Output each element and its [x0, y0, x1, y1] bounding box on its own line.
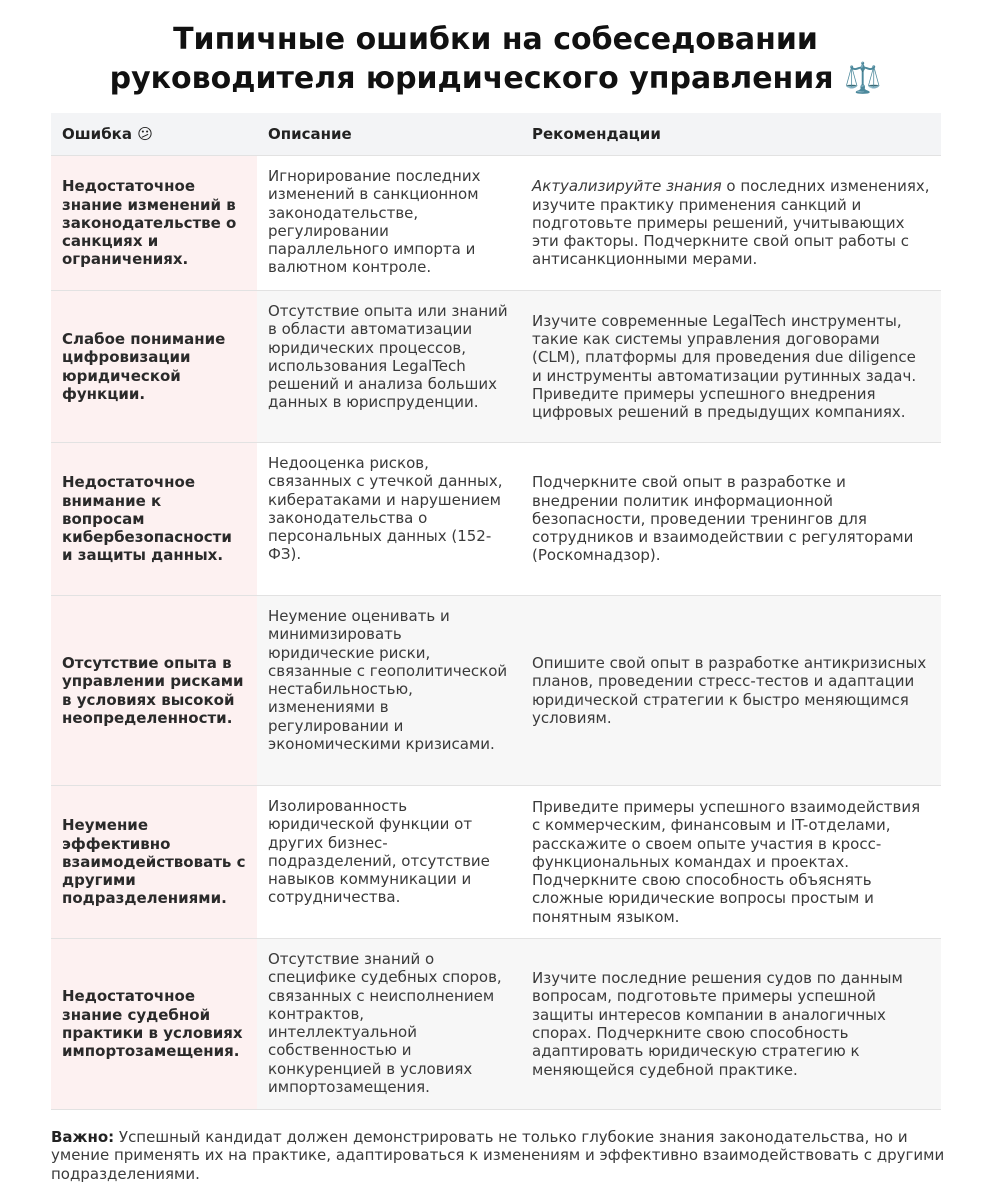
row-recommendation: Изучите современные LegalTech инструменты, такие как системы управления договорами (CLM), платформы для проведения due diligence и инструменты автоматизации рутинных задач. Приведите примеры успешного внедрения цифровых решений в предыдущих компаниях. — [521, 291, 941, 443]
header-description: Описание — [257, 113, 521, 156]
row-recommendation: Изучите последние решения судов по данным вопросам, подготовьте примеры успешной защиты интересов компании в аналогичных спорах. Подчеркните свою способность адаптировать юридическую стратегию к меняющейся судебной практике. — [521, 939, 941, 1110]
row-error: Недостаточное внимание к вопросам кибербезопасности и защиты данных. — [51, 443, 257, 596]
recommendation-text: о последних изменениях, изучите практику применения санкций и подготовьте примеры решений, учитывающих эти факторы. Подчеркните свой опыт работы с антисанкционными мерами. — [532, 177, 930, 269]
row-recommendation: Опишите свой опыт в разработке антикризисных планов, проведении стресс-тестов и адаптации юридической стратегии к быстро меняющимся условиям. — [521, 596, 941, 786]
page-title-line-2: руководителя юридического управления ⚖️ — [109, 61, 882, 96]
row-description: Отсутствие опыта или знаний в области автоматизации юридических процессов, использования LegalTech решений и анализа больших данных в юриспруденции. — [257, 291, 521, 443]
important-note — [51, 1128, 946, 1183]
row-description: Недооценка рисков, связанных с утечкой данных, кибератаками и нарушением законодательства о персональных данных (152-ФЗ). — [257, 443, 521, 596]
table-row — [51, 443, 941, 596]
row-recommendation — [521, 156, 941, 291]
table-body — [51, 156, 941, 1110]
table-header — [51, 113, 941, 156]
recommendation-emphasis: Актуализируйте знания — [532, 177, 722, 196]
table-header-row — [51, 113, 941, 156]
mistakes-table — [51, 113, 941, 1110]
table-row — [51, 786, 941, 939]
row-description: Изолированность юридической функции от других бизнес-подразделений, отсутствие навыков коммуникации и сотрудничества. — [257, 786, 521, 939]
note-text: Успешный кандидат должен демонстрировать не только глубокие знания законодательства, но и умение применять их на практике, адаптироваться к изменениям и эффективно взаимодействовать с другими подразделениями. — [51, 1128, 945, 1183]
table-row — [51, 939, 941, 1110]
table-row — [51, 156, 941, 291]
row-error: Недостаточное знание судебной практики в условиях импортозамещения. — [51, 939, 257, 1110]
page-title — [0, 0, 991, 98]
row-description: Игнорирование последних изменений в санкционном законодательстве, регулировании параллельного импорта и валютном контроле. — [257, 156, 521, 291]
row-error: Недостаточное знание изменений в законодательстве о санкциях и ограничениях. — [51, 156, 257, 291]
header-recommendations: Рекомендации — [521, 113, 941, 156]
row-recommendation: Подчеркните свой опыт в разработке и внедрении политик информационной безопасности, проведении тренингов для сотрудников и взаимодействии с регуляторами (Роскомнадзор). — [521, 443, 941, 596]
row-error: Слабое понимание цифровизации юридической функции. — [51, 291, 257, 443]
row-description: Неумение оценивать и минимизировать юридические риски, связанные с геополитической нестабильностью, изменениями в регулировании и экономическими кризисами. — [257, 596, 521, 786]
row-description: Отсутствие знаний о специфике судебных споров, связанных с неисполнением контрактов, интеллектуальной собственностью и конкуренцией в условиях импортозамещения. — [257, 939, 521, 1110]
table-row — [51, 596, 941, 786]
row-recommendation: Приведите примеры успешного взаимодействия с коммерческим, финансовым и IT-отделами, расскажите о своем опыте участия в кросс-функциональных командах и проектах. Подчеркните свою способность объяснять сложные юридические вопросы простым и понятным языком. — [521, 786, 941, 939]
row-error: Отсутствие опыта в управлении рисками в условиях высокой неопределенности. — [51, 596, 257, 786]
header-error: Ошибка 😕 — [51, 113, 257, 156]
page-title-line-1: Типичные ошибки на собеседовании — [173, 22, 818, 57]
table-row — [51, 291, 941, 443]
note-label: Важно: — [51, 1128, 115, 1146]
row-error: Неумение эффективно взаимодействовать с другими подразделениями. — [51, 786, 257, 939]
